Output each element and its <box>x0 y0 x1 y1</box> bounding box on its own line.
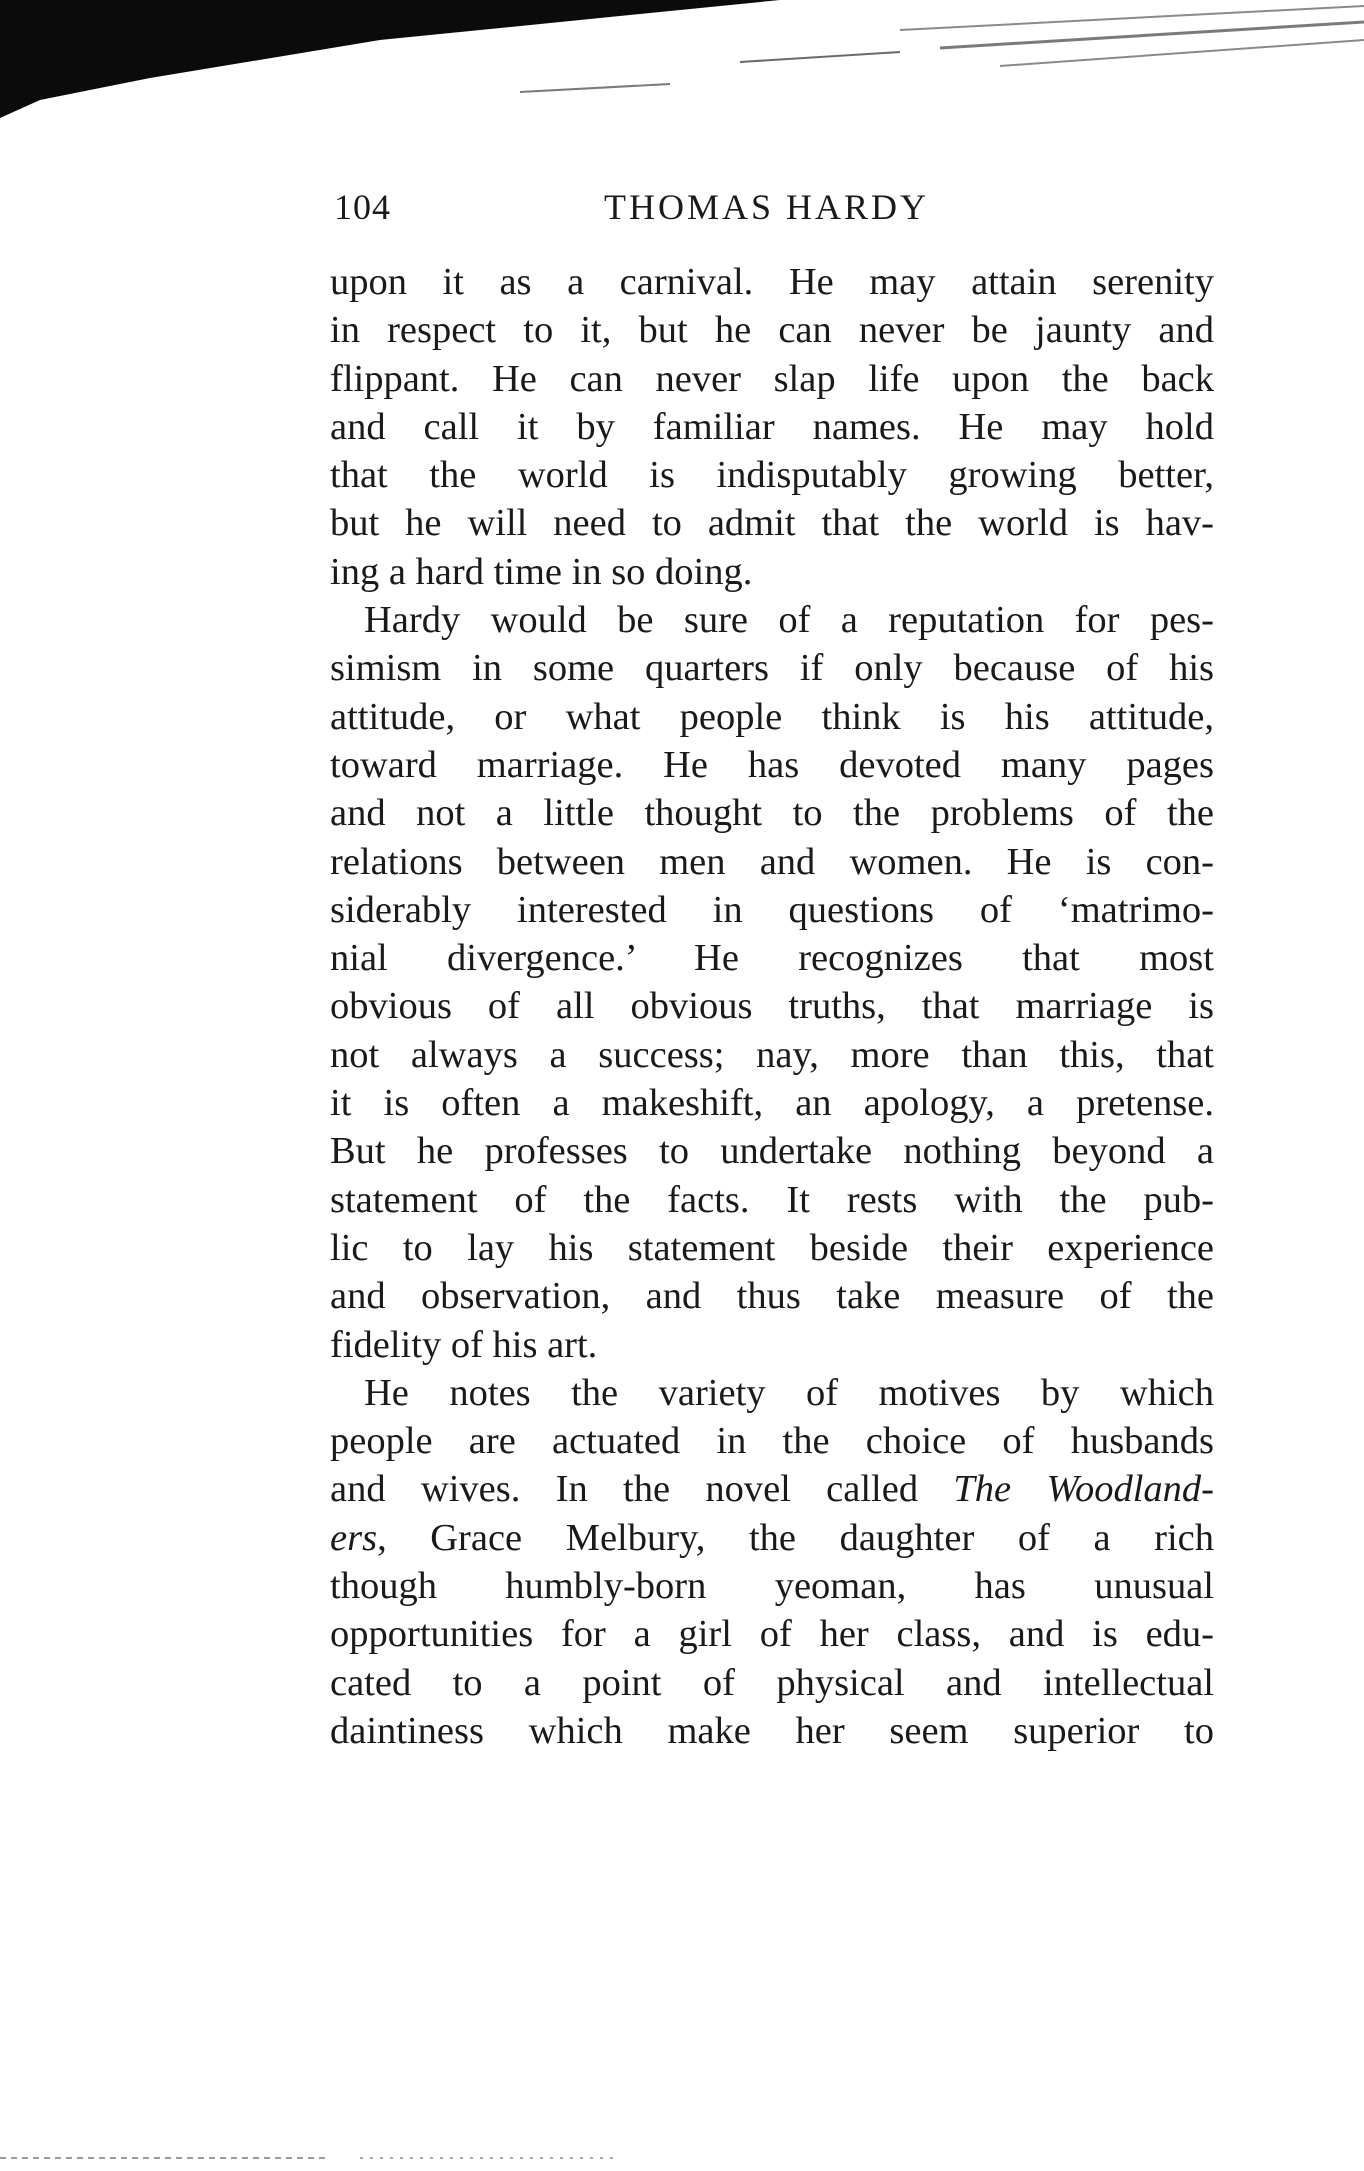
text-line: cated to a point of physical and intellectual <box>330 1661 1214 1704</box>
text-line: lic to lay his statement beside their experience <box>330 1226 1214 1269</box>
body-text <box>330 258 1214 1755</box>
text-line: and wives. In the novel called The Woodland- <box>330 1468 1214 1511</box>
text-line: though humbly-born yeoman, has unusual <box>330 1565 1214 1608</box>
text-line: relations between men and women. He is con- <box>330 840 1214 883</box>
scan-edge-shadow <box>0 0 1364 130</box>
page-number: 104 <box>334 187 391 227</box>
text-line: it is often a makeshift, an apology, a pretense. <box>330 1082 1214 1125</box>
text-line: and call it by familiar names. He may hold <box>330 405 1214 448</box>
text-line: and not a little thought to the problems of the <box>330 792 1214 835</box>
text-line: but he will need to admit that the world is hav- <box>330 502 1214 545</box>
text-line: that the world is indisputably growing better, <box>330 454 1214 497</box>
text-line: nial divergence.’ He recognizes that most <box>330 937 1214 980</box>
text-line: not always a success; nay, more than this, that <box>330 1033 1214 1076</box>
book-title: ers <box>330 1516 378 1559</box>
text-line: in respect to it, but he can never be jaunty and <box>330 309 1214 352</box>
text-line: toward marriage. He has devoted many pages <box>330 743 1214 786</box>
text-line: obvious of all obvious truths, that marriage is <box>330 985 1214 1028</box>
running-head: THOMAS HARDY <box>604 187 930 227</box>
paragraph <box>330 1369 1214 1755</box>
paragraph <box>330 258 1214 596</box>
text-line: daintiness which make her seem superior to <box>330 1709 1214 1752</box>
paragraph <box>330 596 1214 1369</box>
text-line: flippant. He can never slap life upon the back <box>330 357 1214 400</box>
text-line: simism in some quarters if only because of his <box>330 647 1214 690</box>
text-line: attitude, or what people think is his attitude, <box>330 695 1214 738</box>
text-line: fidelity of his art. <box>330 1323 598 1366</box>
book-title: The Woodland- <box>953 1468 1214 1511</box>
text-line: people are actuated in the choice of husbands <box>330 1420 1214 1463</box>
text-line: siderably interested in questions of ‘matrimo- <box>330 888 1214 931</box>
text-line: Hardy would be sure of a reputation for pes- <box>364 599 1214 642</box>
text-line: opportunities for a girl of her class, and is edu- <box>330 1613 1214 1656</box>
scan-bottom-speckle <box>0 2148 1364 2168</box>
text-line: ing a hard time in so doing. <box>330 550 753 593</box>
text-line: and observation, and thus take measure of the <box>330 1275 1214 1318</box>
page-header <box>334 186 1214 230</box>
text-line: ers, Grace Melbury, the daughter of a rich <box>330 1516 1214 1559</box>
text-line: But he professes to undertake nothing beyond a <box>330 1130 1214 1173</box>
text-line: statement of the facts. It rests with the pub- <box>330 1178 1214 1221</box>
text-line: He notes the variety of motives by which <box>364 1371 1214 1414</box>
text-line: upon it as a carnival. He may attain serenity <box>330 261 1214 303</box>
